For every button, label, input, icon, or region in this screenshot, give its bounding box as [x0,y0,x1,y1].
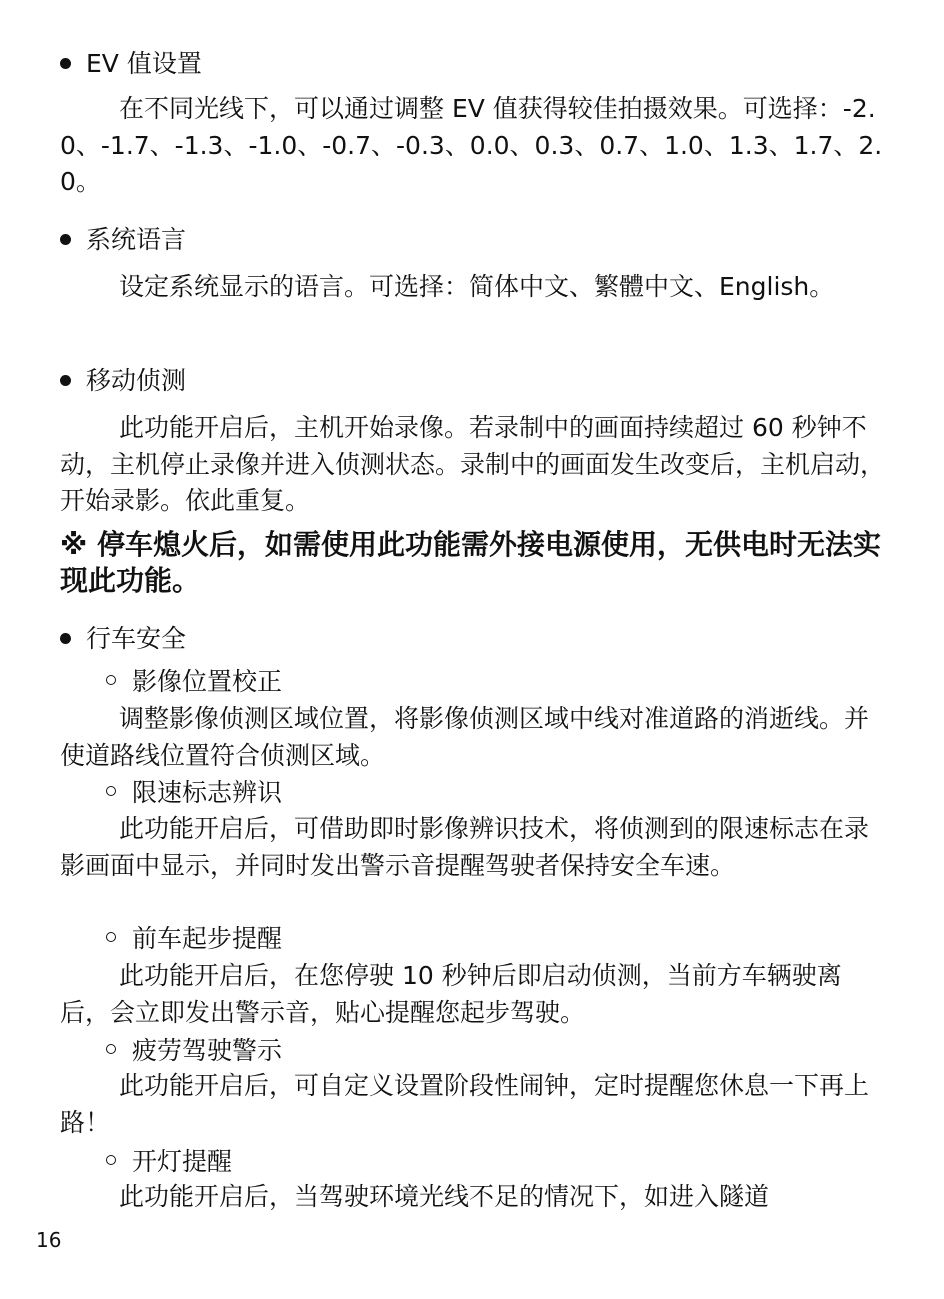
bullet-icon [60,58,71,69]
section-title: 行车安全 [86,624,187,653]
subsection-body: 此功能开启后，在您停驶 10 秒钟后即启动侦测，当前方车辆驶离后，会立即发出警示音，贴心提醒您起步驾驶。 [60,961,842,1027]
section-title: EV 值设置 [86,49,202,78]
subsection-title: 影像位置校正 [132,667,283,696]
bullet-icon [60,633,71,644]
subsection-title: 开灯提醒 [132,1147,233,1176]
page-number: 16 [36,1228,62,1252]
subsection-title: 疲劳驾驶警示 [132,1036,283,1065]
subsection-heading [106,924,282,954]
section-heading-language [60,225,186,255]
subsection-heading [106,778,282,808]
section-body-ev: 在不同光线下，可以通过调整 EV 值获得较佳拍摄效果。可选择：-2.0、-1.7、-1.3、-1.0、-0.7、-0.3、0.0、0.3、0.7、1.0、1.3、1.7、2.0。 [60,94,883,196]
bullet-icon [60,234,71,245]
circle-bullet-icon [106,1044,116,1054]
warning-note: ※ 停车熄火后，如需使用此功能需外接电源使用，无供电时无法实现此功能。 [60,528,881,597]
subsection-heading [106,1147,232,1177]
subsection-body: 此功能开启后，可自定义设置阶段性闹钟，定时提醒您休息一下再上路！ [60,1071,870,1137]
section-body-language: 设定系统显示的语言。可选择：简体中文、繁體中文、English。 [119,272,835,301]
section-heading-motion-detection [60,366,186,396]
subsection-body: 此功能开启后，可借助即时影像辨识技术，将侦测到的限速标志在录影画面中显示，并同时发出警示音提醒驾驶者保持安全车速。 [60,814,870,880]
subsection-body: 调整影像侦测区域位置，将影像侦测区域中线对准道路的消逝线。并使道路线位置符合侦测区域。 [60,704,870,770]
circle-bullet-icon [106,675,116,685]
subsection-title: 前车起步提醒 [132,924,283,953]
circle-bullet-icon [106,1155,116,1165]
section-heading-ev [60,49,202,79]
section-body-motion-detection: 此功能开启后，主机开始录像。若录制中的画面持续超过 60 秒钟不动，主机停止录像并进入侦测状态。录制中的画面发生改变后，主机启动，开始录影。依此重复。 [60,413,886,515]
section-title: 移动侦测 [86,366,187,395]
subsection-heading [106,1036,282,1066]
bullet-icon [60,375,71,386]
circle-bullet-icon [106,932,116,942]
circle-bullet-icon [106,786,116,796]
subsection-heading [106,667,282,697]
section-heading-driving-safety [60,624,186,654]
subsection-body: 此功能开启后，当驾驶环境光线不足的情况下，如进入隧道 [119,1182,770,1211]
subsection-title: 限速标志辨识 [132,778,283,807]
section-title: 系统语言 [86,225,187,254]
